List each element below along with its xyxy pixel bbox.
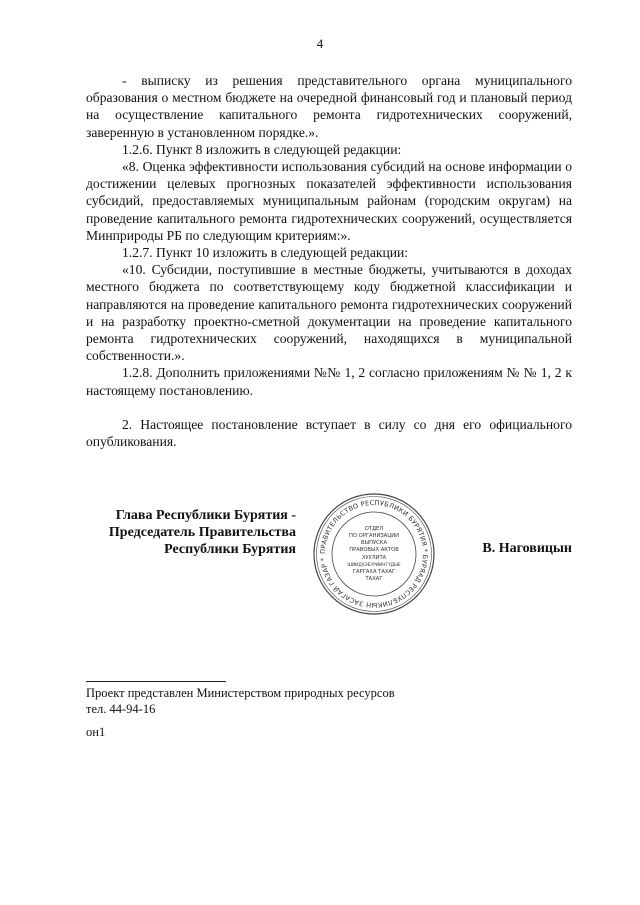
svg-text:ПРАВИТЕЛЬСТВО РЕСПУБЛИКИ БУРЯТ xyxy=(319,499,429,609)
seal-center-line: ОТДЕЛ xyxy=(364,526,384,532)
footer-note xyxy=(86,681,486,741)
footer-project-line: Проект представлен Министерством природных ресурсов xyxy=(86,686,395,700)
paragraph-point-10: «10. Субсидии, поступившие в местные бюджеты, учитываются в доходах местного бюджета по соответствующему коду бюджетной классификации и направляются на проведение капитального ремонта гидротехнических сооружений и на разработку проектно-сметной документации на проведение капитального ремонта гидротехнических сооружений, находящихся в муниципальной собственности.». xyxy=(86,262,572,364)
seal-center-line: ГАРГАХА ТАХАГ xyxy=(352,569,396,575)
signatory-title-line: Председатель Правительства xyxy=(108,525,296,540)
paragraph-point-8: «8. Оценка эффективности использования субсидий на основе информации о достижении целевых прогнозных показателей эффективности использования субсидий, предоставляемых муниципальным районам (городским округам) на проведение капитального ремонта гидротехнических сооружений, осуществляется Минприроды РБ по следующим критериям:». xyxy=(86,159,572,243)
seal-center-line: ШИИДХЭБҮРИИНГҮДЫЕ xyxy=(347,563,401,568)
paragraph-1-2-7: 1.2.7. Пункт 10 изложить в следующей редакции: xyxy=(122,245,409,261)
seal-center-line: ПО ОРГАНИЗАЦИИ xyxy=(348,533,400,539)
signatory-title xyxy=(86,507,296,558)
signatory-title-line: Республики Бурятия xyxy=(164,542,296,557)
signatory-title-line: Глава Республики Бурятия - xyxy=(115,508,296,523)
paragraph-1-2-6: 1.2.6. Пункт 8 изложить в следующей редакции: xyxy=(122,141,402,157)
document-body xyxy=(86,72,572,450)
page-number: 4 xyxy=(316,36,324,51)
seal-center-line: ХУУЛИТА xyxy=(361,555,387,561)
seal-center-line: ПРАВОВЫХ АКТОВ xyxy=(349,547,399,553)
seal-center-line: ТАХАГ xyxy=(365,576,383,582)
signature-block xyxy=(86,498,572,627)
official-seal-stamp xyxy=(312,492,436,616)
footer-divider xyxy=(86,681,226,682)
paragraph-effective-date: 2. Настоящее постановление вступает в силу со дня его официального опубликования. xyxy=(86,416,572,450)
footer-phone-line: тел. 44-94-16 xyxy=(86,701,156,716)
signatory-name: В. Наговицын xyxy=(482,541,572,556)
paragraph-1-2-8: 1.2.8. Дополнить приложениями №№ 1, 2 согласно приложениям № № 1, 2 к настоящему постановлению. xyxy=(86,365,572,398)
footer-code: он1 xyxy=(86,725,106,739)
seal-ring-text: ПРАВИТЕЛЬСТВО РЕСПУБЛИКИ БУРЯТИЯ * БУРЯАД РЕСПУБЛИКЫН ЗАСАГАЙ ГАЗАР * xyxy=(318,498,430,610)
paragraph-extract: - выписку из решения представительного органа муниципального образования о местном бюджете на очередной финансовый год и плановый период на осуществление капитального ремонта гидротехнических сооружений, заверенную в установленном порядке.». xyxy=(86,73,572,140)
seal-center-line: ВЫПУСКА xyxy=(360,540,388,546)
